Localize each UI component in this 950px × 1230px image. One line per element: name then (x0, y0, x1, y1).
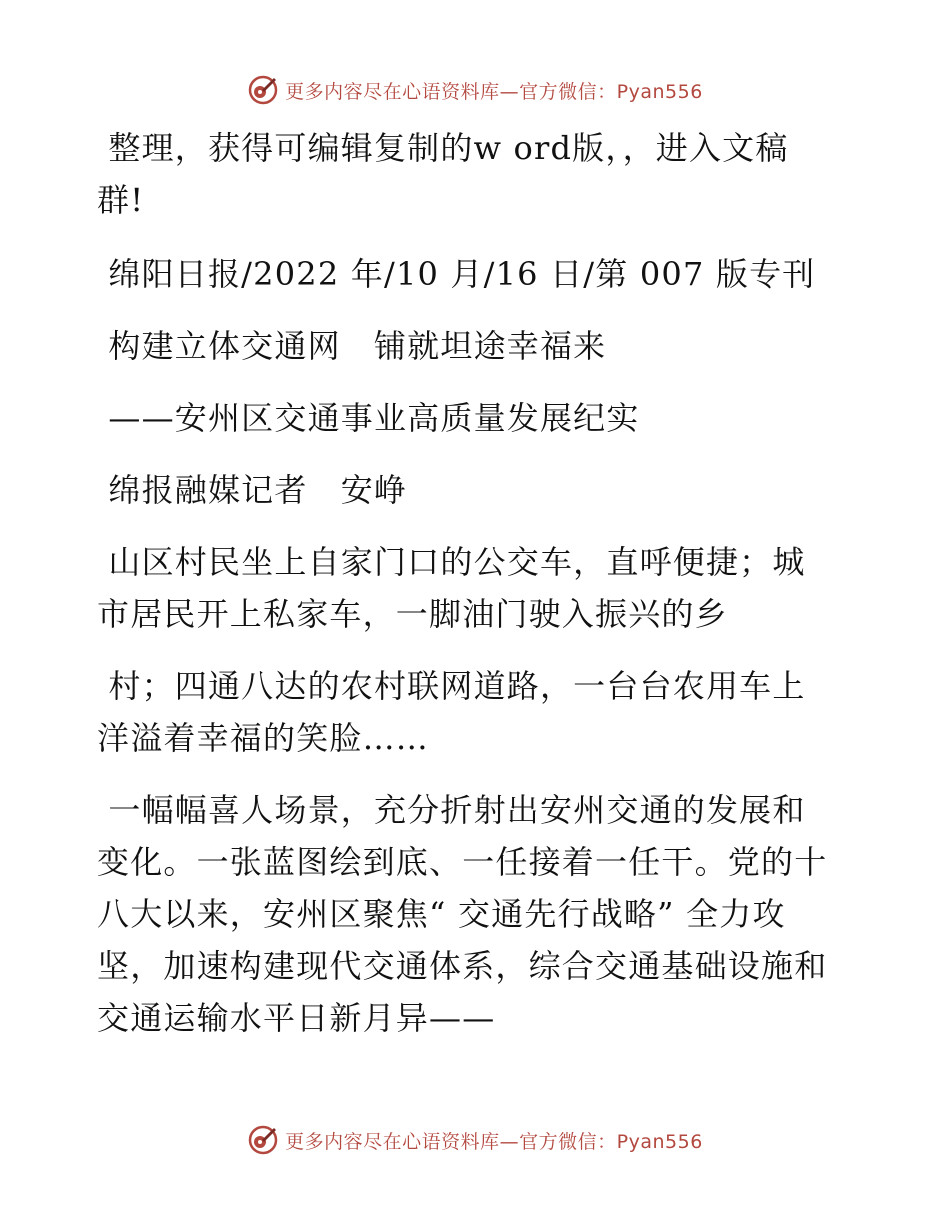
pen-seal-icon (247, 74, 279, 106)
header-banner (0, 70, 950, 110)
document-body (97, 122, 857, 1044)
paragraph-line: 村；四通八达的农村联网道路，一台台农用车上 (97, 667, 806, 705)
article-title: 构建立体交通网 铺就坦途幸福来 (97, 327, 607, 365)
paragraph-line: 变化。一张蓝图绘到底、一任接着一任干。党的十 (97, 843, 828, 881)
source-line: 绵阳日报/2022 年/10 月/16 日/第 007 版专刊 (97, 255, 816, 293)
banner-text: 更多内容尽在心语资料库—官方微信：Pyan556 (285, 1130, 703, 1153)
paragraph-line: 洋溢着幸福的笑脸…… (97, 719, 430, 757)
paragraph-line: 市居民开上私家车，一脚油门驶入振兴的乡 (97, 595, 728, 633)
paragraph-line: 一幅幅喜人场景，充分折射出安州交通的发展和 (97, 791, 806, 829)
article-subtitle: ——安州区交通事业高质量发展纪实 (97, 399, 640, 437)
intro-line: 群! (97, 181, 145, 219)
pen-seal-icon (247, 1124, 279, 1156)
paragraph-line: 交通运输水平日新月异—— (97, 999, 496, 1037)
intro-line: 整理，获得可编辑复制的w ord版，，进入文稿 (97, 129, 789, 167)
banner-text: 更多内容尽在心语资料库—官方微信：Pyan556 (285, 80, 703, 103)
footer-banner (0, 1120, 950, 1160)
paragraph-line: 山区村民坐上自家门口的公交车，直呼便捷；城 (97, 543, 806, 581)
byline: 绵报融媒记者 安峥 (97, 471, 408, 509)
paragraph-line: 八大以来，安州区聚焦“ 交通先行战略” 全力攻 (97, 895, 786, 933)
paragraph-line: 坚，加速构建现代交通体系，综合交通基础设施和 (97, 947, 828, 985)
